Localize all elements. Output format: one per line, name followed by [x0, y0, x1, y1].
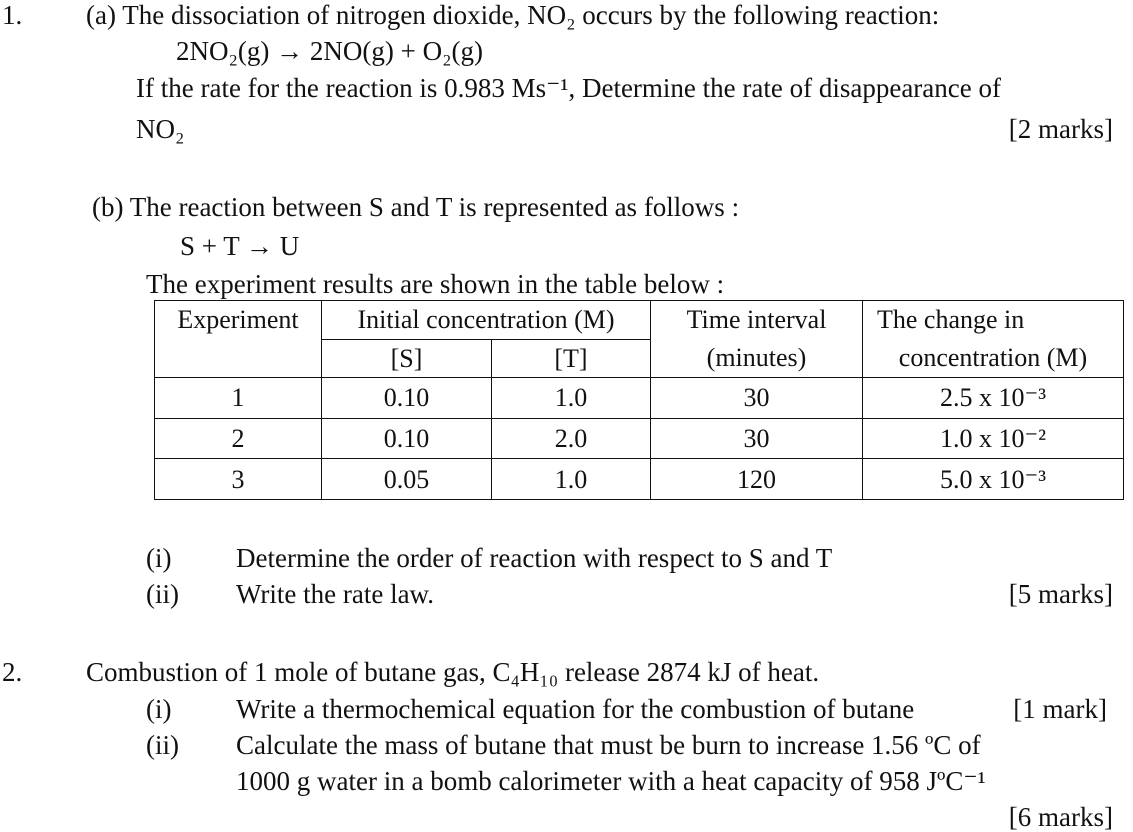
- header-change-in: The change in: [863, 301, 1124, 340]
- q2-ii-line-2: 1000 g water in a bomb calorimeter with a heat capacity of 958 JºC⁻¹: [236, 766, 986, 796]
- question-number-1: 1.: [2, 0, 23, 30]
- header-concentration: concentration (M): [863, 339, 1124, 378]
- q1a-equation: 2NO₂(g) → 2NO(g) + O₂(g): [176, 36, 483, 66]
- header-s: [S]: [322, 339, 492, 378]
- table-row: [155, 459, 1124, 500]
- question-number-2: 2.: [2, 657, 23, 687]
- cell-s: 0.05: [322, 459, 492, 500]
- cell-time: 30: [651, 378, 863, 419]
- q1b-table-intro: The experiment results are shown in the table below :: [146, 269, 725, 299]
- cell-time: 120: [651, 459, 863, 500]
- q1a-intro: (a) The dissociation of nitrogen dioxide, NO₂ occurs by the following reaction:: [86, 0, 940, 30]
- q1a-question-line-1: If the rate for the reaction is 0.983 Ms⁻¹, Determine the rate of disappearance of: [136, 73, 1001, 103]
- q2-i-marks: [1 mark]: [1013, 694, 1107, 724]
- q2-i-text: Write a thermochemical equation for the combustion of butane: [236, 694, 915, 724]
- q2-intro: Combustion of 1 mole of butane gas, C₄H₁₀ release 2874 kJ of heat.: [86, 657, 820, 687]
- q1a-marks: [2 marks]: [1008, 114, 1113, 144]
- cell-time: 30: [651, 418, 863, 459]
- header-t: [T]: [492, 339, 651, 378]
- cell-experiment: 3: [155, 459, 322, 500]
- header-minutes: (minutes): [651, 339, 863, 378]
- cell-change: 2.5 x 10⁻³: [863, 378, 1124, 419]
- q2-ii-label: (ii): [146, 730, 179, 760]
- q1b-i-label: (i): [146, 543, 172, 573]
- cell-experiment: 1: [155, 378, 322, 419]
- table-row: [155, 418, 1124, 459]
- cell-t: 2.0: [492, 418, 651, 459]
- q1a-question-line-2: NO₂: [136, 114, 185, 144]
- cell-s: 0.10: [322, 418, 492, 459]
- q1b-marks: [5 marks]: [1008, 579, 1113, 609]
- q2-i-label: (i): [146, 694, 172, 724]
- q1b-ii-label: (ii): [146, 579, 179, 609]
- header-time-interval: Time interval: [651, 301, 863, 340]
- cell-s: 0.10: [322, 378, 492, 419]
- q2-marks: [6 marks]: [1008, 802, 1113, 832]
- cell-change: 5.0 x 10⁻³: [863, 459, 1124, 500]
- q1b-intro: (b) The reaction between S and T is represented as follows :: [92, 192, 740, 222]
- header-experiment-cont: [155, 339, 322, 378]
- cell-t: 1.0: [492, 378, 651, 419]
- q1b-ii-text: Write the rate law.: [236, 579, 435, 609]
- cell-experiment: 2: [155, 418, 322, 459]
- q1b-i-text: Determine the order of reaction with respect to S and T: [236, 543, 833, 573]
- cell-change: 1.0 x 10⁻²: [863, 418, 1124, 459]
- experiment-results-table: [154, 300, 1124, 500]
- header-experiment: Experiment: [155, 301, 322, 340]
- table-row: [155, 378, 1124, 419]
- q2-ii-line-1: Calculate the mass of butane that must be burn to increase 1.56 ºC of: [236, 730, 981, 760]
- cell-t: 1.0: [492, 459, 651, 500]
- header-initial-concentration: Initial concentration (M): [322, 301, 651, 340]
- q1b-equation: S + T → U: [180, 231, 300, 261]
